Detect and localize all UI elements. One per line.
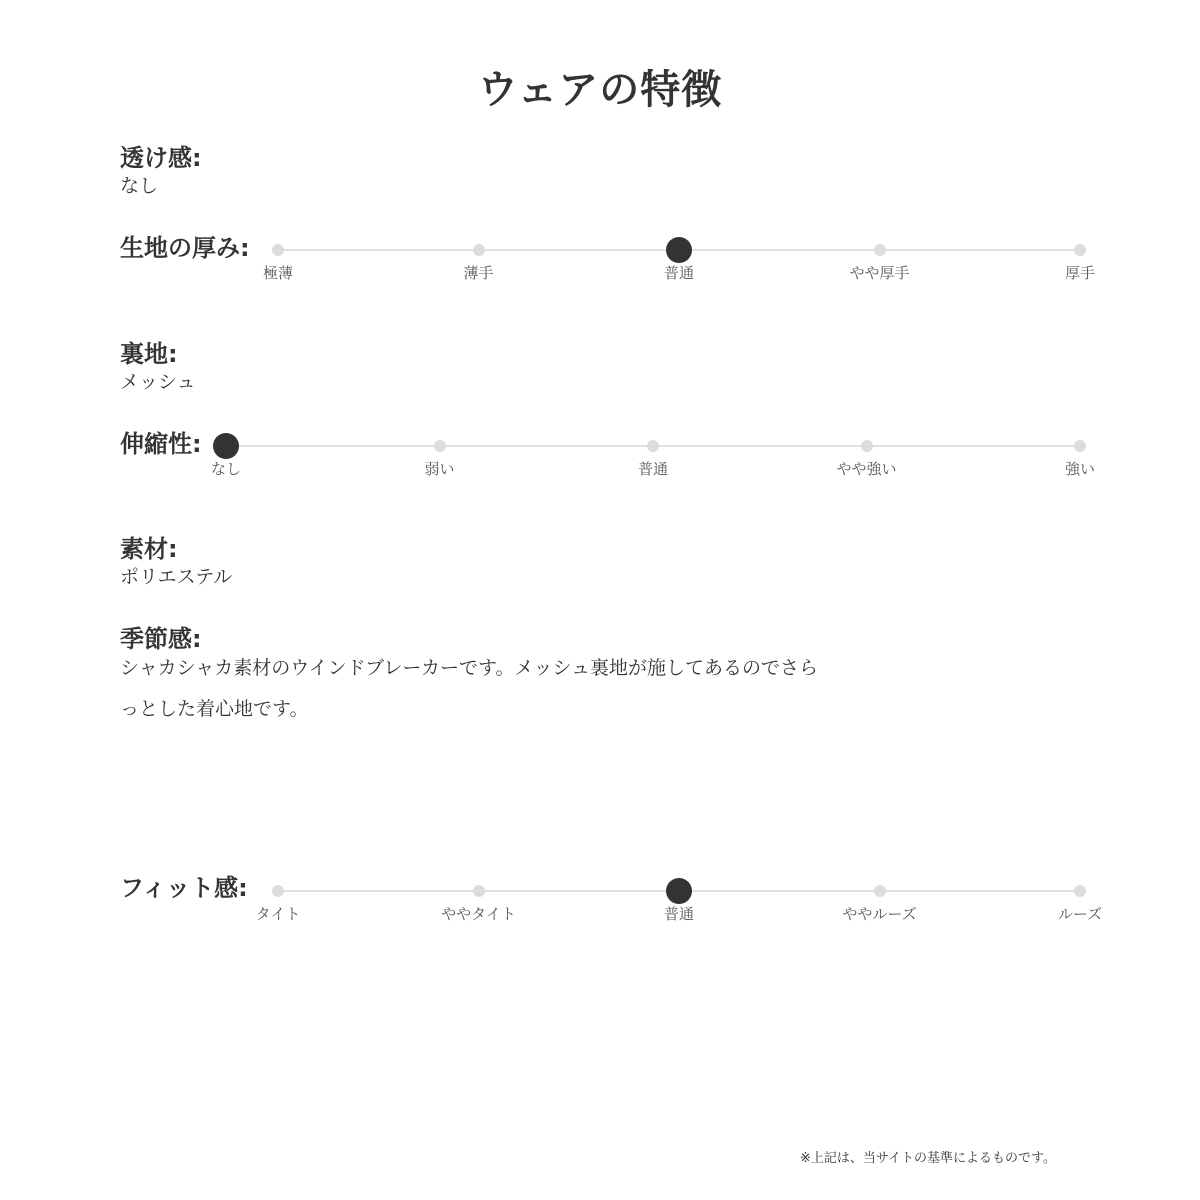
fit-option-label: ややルーズ [842, 905, 917, 923]
thickness-option-label: 極薄 [262, 264, 293, 282]
thickness-option-label: 薄手 [463, 264, 494, 282]
thickness-dot-2 [473, 244, 485, 256]
fit-dot-2 [473, 885, 485, 897]
stretch-option-label: 普通 [637, 460, 668, 478]
stretch-dot-1-selected [213, 433, 239, 459]
transparency-value: なし [120, 175, 159, 197]
season-label: 季節感: [120, 625, 202, 653]
fit-label: フィット感: [120, 874, 248, 902]
fit-dot-1 [272, 885, 284, 897]
stretch-label: 伸縮性: [120, 430, 202, 458]
stretch-option-label: 弱い [424, 460, 455, 478]
thickness-dot-1 [272, 244, 284, 256]
footnote: ※上記は、当サイトの基準によるものです。 [800, 1151, 1056, 1166]
season-description [120, 648, 880, 730]
thickness-label: 生地の厚み: [120, 234, 250, 262]
stretch-dot-3 [647, 440, 659, 452]
stretch-option-label: 強い [1064, 460, 1095, 478]
season-description-line-1: シャカシャカ素材のウインドブレーカーです。メッシュ裏地が施してあるのでさら [120, 657, 819, 679]
thickness-dot-4 [874, 244, 886, 256]
fit-dot-5 [1074, 885, 1086, 897]
fit-scale [255, 890, 1103, 930]
fit-option-label: タイト [255, 905, 301, 923]
material-value: ポリエステル [120, 566, 233, 588]
fit-dot-4 [874, 885, 886, 897]
stretch-scale [210, 445, 1095, 485]
fit-option-label: ややタイト [441, 905, 516, 923]
lining-label: 裏地: [120, 340, 178, 368]
thickness-dot-3-selected [666, 237, 692, 263]
fit-dot-3-selected [666, 878, 692, 904]
thickness-option-label: 普通 [663, 264, 694, 282]
fit-option-label: ルーズ [1057, 905, 1103, 923]
season-description-line-2: っとした着心地です。 [120, 698, 309, 720]
thickness-dot-5 [1074, 244, 1086, 256]
transparency-label: 透け感: [120, 144, 202, 172]
material-label: 素材: [120, 535, 178, 563]
stretch-dot-2 [434, 440, 446, 452]
stretch-option-label: なし [210, 460, 241, 478]
lining-value: メッシュ [120, 371, 196, 393]
stretch-dot-5 [1074, 440, 1086, 452]
thickness-scale [262, 249, 1095, 289]
fit-option-label: 普通 [663, 905, 694, 923]
thickness-option-label: やや厚手 [849, 264, 910, 282]
page-title: ウェアの特徴 [477, 67, 723, 113]
stretch-dot-4 [861, 440, 873, 452]
stretch-option-label: やや強い [836, 460, 897, 478]
thickness-option-label: 厚手 [1064, 264, 1095, 282]
